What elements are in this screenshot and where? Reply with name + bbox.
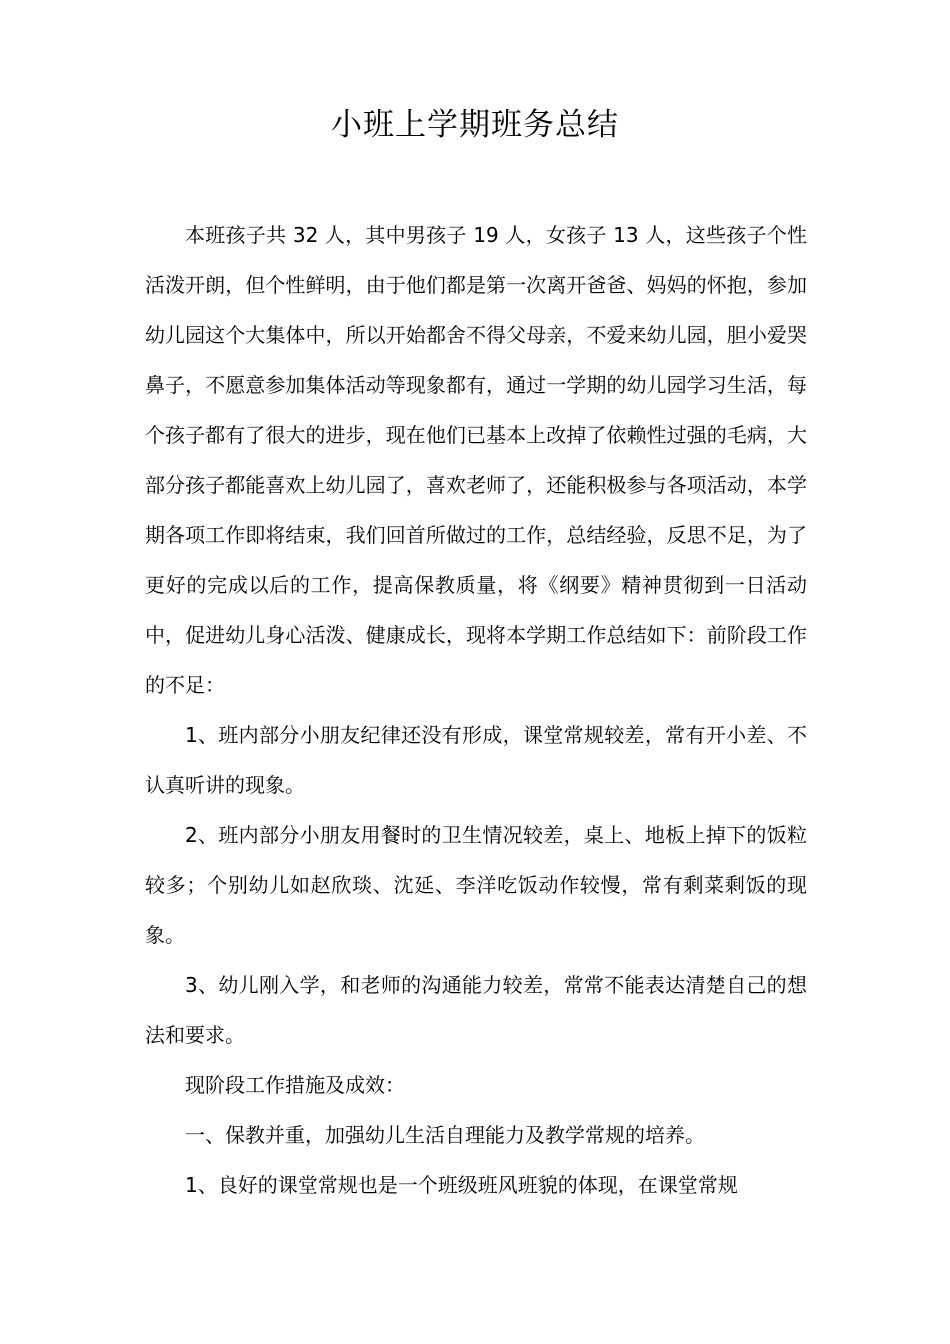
paragraph-intro: 本班孩子共 32 人，其中男孩子 19 人，女孩子 13 人，这些孩子个性活泼开朗，但个性鲜明，由于他们都是第一次离开爸爸、妈妈的怀抱，参加幼儿园这个大集体中，所以开始都舍不得父母亲，不爱来幼儿园，胆小爱哭鼻子，不愿意参加集体活动等现象都有，通过一学期的幼儿园学习生活，每个孩子都有了很大的进步，现在他们已基本上改掉了依赖性过强的毛病，大部分孩子都能喜欢上幼儿园了，喜欢老师了，还能积极参与各项活动，本学期各项工作即将结束，我们回首所做过的工作，总结经验，反思不足，为了更好的完成以后的工作，提高保教质量，将《纲要》精神贯彻到一日活动中，促进幼儿身心活泼、健康成长，现将本学期工作总结如下：前阶段工作的不足：	[145, 223, 807, 697]
paragraph-measures-heading: 现阶段工作措施及成效：	[185, 1073, 405, 1097]
paragraph-section-1-heading: 一、保教并重，加强幼儿生活自理能力及教学常规的培养。	[185, 1123, 705, 1147]
paragraph-item-2: 2、班内部分小朋友用餐时的卫生情况较差，桌上、地板上掉下的饭粒较多；个别幼儿如赵欣琰、沈延、李洋吃饭动作较慢，常有剩菜剩饭的现象。	[145, 823, 807, 947]
document-body	[145, 210, 807, 1210]
document-title: 小班上学期班务总结	[331, 107, 619, 143]
paragraph-item-1: 1、班内部分小朋友纪律还没有形成，课堂常规较差，常有开小差、不认真听讲的现象。	[145, 723, 807, 797]
paragraph-section-1-item-1: 1、良好的课堂常规也是一个班级班风班貌的体现，在课堂常规	[185, 1173, 738, 1197]
paragraph-item-3: 3、幼儿刚入学，和老师的沟通能力较差，常常不能表达清楚自己的想法和要求。	[145, 973, 807, 1047]
